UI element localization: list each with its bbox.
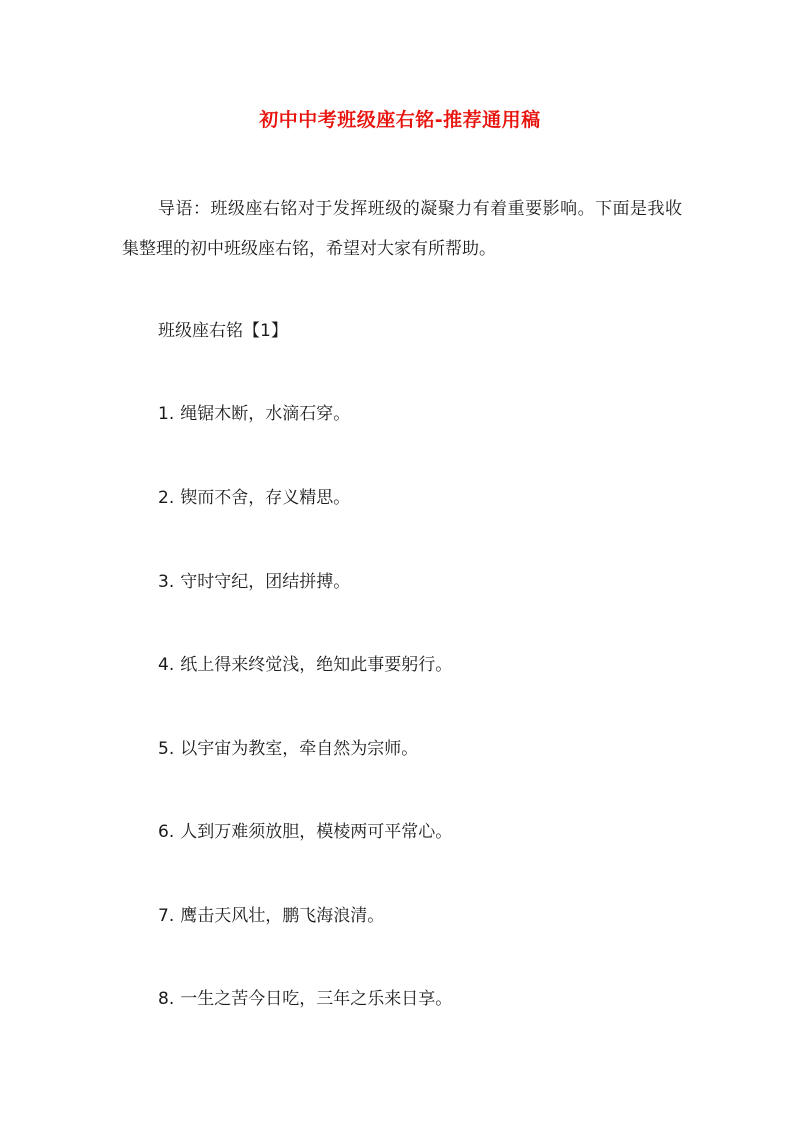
list-item-text: 以宇宙为教室，牵自然为宗师。 xyxy=(180,739,419,759)
list-item xyxy=(158,818,452,846)
document-title: 初中中考班级座右铭-推荐通用稿 xyxy=(259,109,541,131)
list-item-text: 守时守纪，团结拼搏。 xyxy=(180,572,351,592)
list-item-number: 5. xyxy=(158,739,175,759)
list-item xyxy=(158,902,384,930)
list-item-number: 4. xyxy=(158,655,175,675)
list-item xyxy=(158,568,350,596)
list-item-text: 一生之苦今日吃，三年之乐来日享。 xyxy=(180,989,453,1009)
list-item xyxy=(158,400,350,428)
list-item xyxy=(158,651,452,679)
list-item-text: 绳锯木断，水滴石穿。 xyxy=(180,404,351,424)
list-item xyxy=(158,985,452,1013)
list-item-number: 6. xyxy=(158,822,175,842)
list-item-number: 3. xyxy=(158,572,175,592)
section-heading: 班级座右铭【1】 xyxy=(158,321,288,341)
list-item-text: 鹰击天风壮，鹏飞海浪清。 xyxy=(180,906,385,926)
list-item-text: 锲而不舍，存义精思。 xyxy=(180,488,351,508)
list-item xyxy=(158,484,350,512)
list-item-number: 1. xyxy=(158,404,175,424)
list-item xyxy=(158,735,418,763)
list-item-number: 2. xyxy=(158,488,175,508)
list-item-text: 人到万难须放胆，模棱两可平常心。 xyxy=(180,822,453,842)
list-item-number: 8. xyxy=(158,989,175,1009)
list-item-number: 7. xyxy=(158,906,175,926)
intro-paragraph: 导语：班级座右铭对于发挥班级的凝聚力有着重要影响。下面是我收集整理的初中班级座右铭，希望对大家有所帮助。 xyxy=(122,199,682,259)
list-item-text: 纸上得来终觉浅，绝知此事要躬行。 xyxy=(180,655,453,675)
